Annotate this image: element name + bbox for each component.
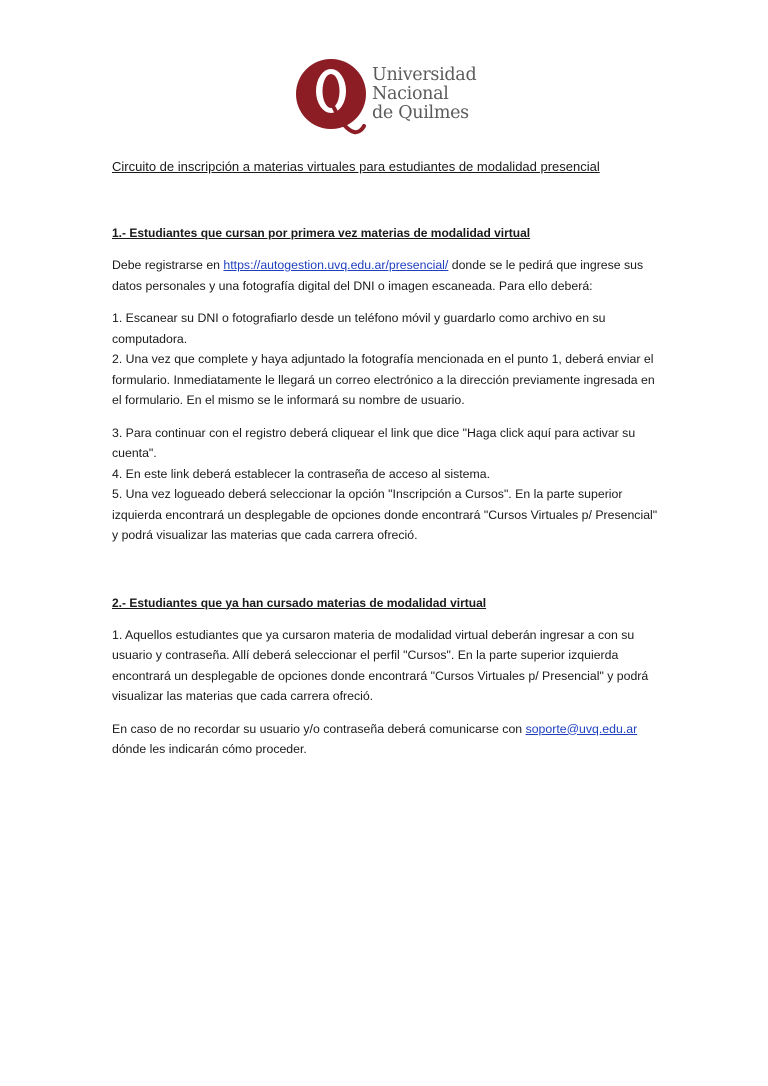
university-logo	[294, 58, 494, 140]
document-body	[112, 224, 660, 772]
section-1-steps-3-5	[112, 423, 660, 546]
intro-text-after: donde se le pedirá que ingrese sus datos personales y una fotografía digital del DNI o imagen escaneada. Para ello deberá:	[112, 258, 644, 293]
uvq-q-emblem-icon	[294, 58, 374, 140]
registration-link[interactable]: https://autogestion.uvq.edu.ar/presencial/	[223, 258, 449, 272]
section-1-heading: 1.- Estudiantes que cursan por primera vez materias de modalidad virtual	[112, 226, 531, 240]
step-4-text: 4. En este link deberá establecer la contraseña de acceso al sistema.	[112, 466, 491, 481]
logo-wordmark	[372, 66, 496, 123]
support-email-link[interactable]: soporte@uvq.edu.ar	[525, 721, 638, 736]
section-1-steps-1-2	[112, 308, 660, 411]
section-1-intro	[112, 255, 660, 296]
logo-line-1: Universidad	[372, 65, 477, 85]
section-2-contact	[112, 719, 660, 760]
section-spacer	[112, 558, 660, 594]
step-1-text: 1. Escanear su DNI o fotografiarlo desde un teléfono móvil y guardarlo como archivo en su computadora.	[112, 311, 606, 346]
intro-text-before: Debe registrarse en	[112, 258, 224, 272]
logo-line-3: de Quilmes	[372, 103, 469, 123]
step-5-text: 5. Una vez logueado deberá seleccionar la opción "Inscripción a Cursos". En la parte superior izquierda encontrará un desplegable de opciones donde encontrará "Cursos Virtuales p/ Presencial" y podrá visualizar las materias que cada carrera ofreció.	[112, 487, 658, 542]
section-2-heading: 2.- Estudiantes que ya han cursado materias de modalidad virtual	[112, 595, 487, 610]
document-title: Circuito de inscripción a materias virtuales para estudiantes de modalidad presencial	[112, 159, 600, 174]
contact-text-before: En caso de no recordar su usuario y/o contraseña deberá comunicarse con	[112, 721, 526, 736]
step-3-text: 3. Para continuar con el registro deberá cliquear el link que dice "Haga click aquí para activar su cuenta".	[112, 425, 636, 460]
step-2-text: 2. Una vez que complete y haya adjuntado la fotografía mencionada en el punto 1, deberá enviar el formulario. Inmediatamente le llegará un correo electrónico a la dirección previamente ingresada en el formulario. En el mismo se le informará su nombre de usuario.	[112, 352, 655, 407]
logo-line-2: Nacional	[372, 84, 449, 104]
contact-text-after: dónde les indicarán cómo proceder.	[112, 742, 307, 756]
section-2-step-1: 1. Aquellos estudiantes que ya cursaron materia de modalidad virtual deberán ingresar a con su usuario y contraseña. Allí deberá seleccionar el perfil "Cursos". En la parte superior izquierda encontrará un desplegable de opciones donde encontrará "Cursos Virtuales p/ Presencial" y podrá visualizar las materias que cada carrera ofreció.	[112, 627, 649, 703]
